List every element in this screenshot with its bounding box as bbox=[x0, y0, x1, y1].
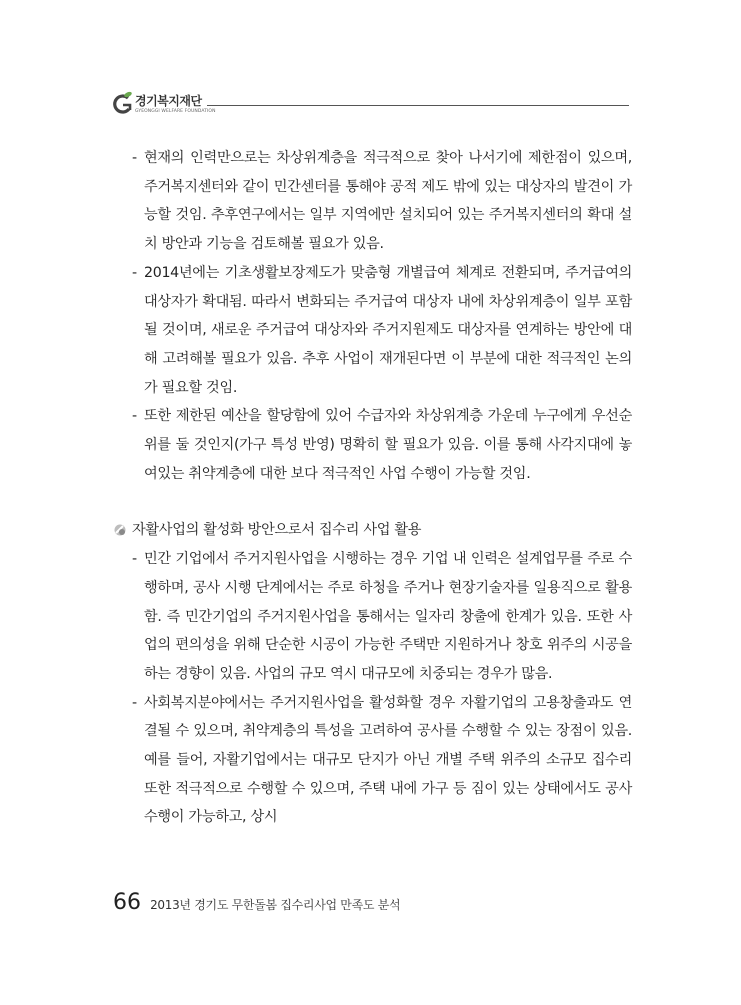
org-name: 경기복지재단 bbox=[135, 94, 202, 108]
running-title: 2013년 경기도 무한돌봄 집수리사업 만족도 분석 bbox=[150, 898, 401, 912]
bullet-text: 현재의 인력만으로는 차상위계층을 적극적으로 찾아 나서기에 제한점이 있으며, 주거복지센터와 같이 민간센터를 통해야 공적 제도 밖에 있는 대상자의 발견이 가능할 것임. 추후연구에서는 일부 지역에만 설치되어 있는 주거복지센터의 확대 설치 방안과 기능을 검토해볼 필요가 있음. bbox=[144, 150, 632, 253]
bullet-text: 2014년에는 기초생활보장제도가 맞춤형 개별급여 체계로 전환되며, 주거급여의 대상자가 확대됨. 따라서 변화되는 주거급여 대상자 내에 차상위계층이 일부 포함될 것이며, 새로운 주거급여 대상자와 주거지원제도 대상자를 연계하는 방안에 대해 고려해볼 필요가 있음. 추후 사업이 재개된다면 이 부분에 대한 적극적인 논의가 필요할 것임. bbox=[144, 264, 632, 396]
bullet-dash: - bbox=[132, 264, 137, 281]
bullet-item bbox=[112, 545, 632, 689]
page-footer bbox=[113, 890, 400, 915]
bullet-text: 또한 제한된 예산을 할당함에 있어 수급자와 차상위계층 가운데 누구에게 우선순위를 둘 것인지(가구 특성 반영) 명확히 할 필요가 있음. 이를 통해 사각지대에 놓여있는 취약계층에 대한 보다 적극적인 사업 수행이 가능할 것임. bbox=[144, 408, 632, 482]
section-heading-text: 자활사업의 활성화 방안으로서 집수리 사업 활용 bbox=[132, 522, 422, 539]
bullet-dash: - bbox=[132, 408, 137, 425]
section-heading bbox=[112, 516, 632, 545]
body-text bbox=[112, 144, 632, 832]
bullet-item bbox=[112, 689, 632, 833]
bullet-text: 민간 기업에서 주거지원사업을 시행하는 경우 기업 내 인력은 설계업무를 주로 수행하며, 공사 시행 단계에서는 주로 하청을 주거나 현장기술자를 일용직으로 활용함. 즉 민간기업의 주거지원사업을 통해서는 일자리 창출에 한계가 있음. 또한 사업의 편의성을 위해 단순한 시공이 가능한 주택만 지원하거나 창호 위주의 시공을 하는 경향이 있음. 사업의 규모 역시 대규모에 치중되는 경우가 많음. bbox=[144, 551, 632, 682]
bullet-dash: - bbox=[132, 150, 137, 166]
bullet-item bbox=[112, 259, 632, 403]
bullet-dash: - bbox=[132, 694, 137, 711]
foundation-logo-icon bbox=[113, 90, 133, 116]
section-bullet-icon bbox=[113, 523, 127, 537]
bullet-text: 사회복지분야에서는 주거지원사업을 활성화할 경우 자활기업의 고용창출과도 연결될 수 있으며, 취약계층의 특성을 고려하여 공사를 수행할 수 있는 장점이 있음. 예를 들어, 자활기업에서는 대규모 단지가 아닌 개별 주택 위주의 소규모 집수리 또한 적극적으로 수행할 수 있으며, 주택 내에 가구 등 짐이 있는 상태에서도 공사 수행이 가능하고, 상시 bbox=[144, 694, 632, 826]
header-rule bbox=[207, 105, 629, 106]
page-header bbox=[113, 88, 629, 122]
org-sub: GYEONGGI WELFARE FOUNDATION bbox=[135, 109, 216, 114]
bullet-item bbox=[112, 144, 632, 259]
bullet-item bbox=[112, 402, 632, 488]
page-number: 66 bbox=[113, 890, 141, 915]
bullet-dash: - bbox=[132, 551, 137, 568]
